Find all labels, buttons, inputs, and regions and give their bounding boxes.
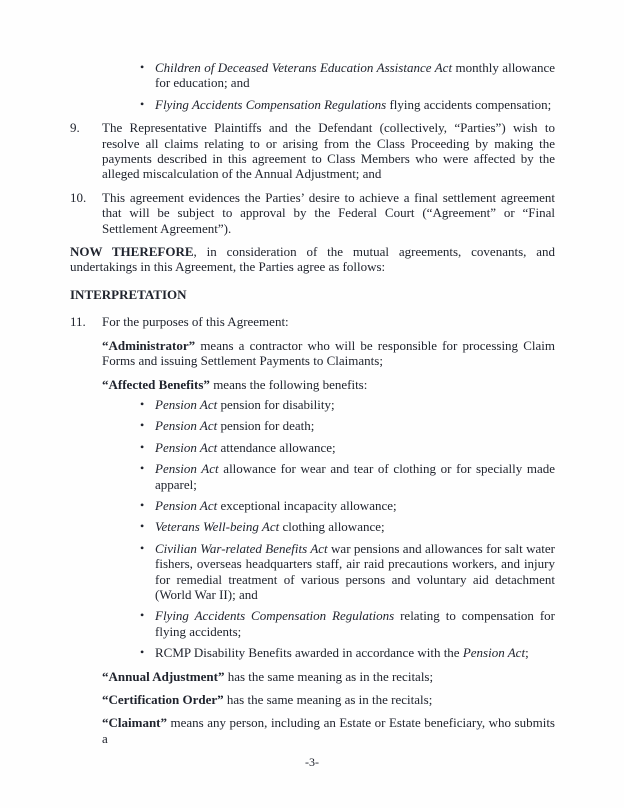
- section-heading-interpretation: INTERPRETATION: [70, 286, 187, 302]
- list-item: [70, 397, 555, 412]
- paragraph-text: This agreement evidences the Parties’ desire to achieve a final settlement agreement that will be subject to approval by the Federal Court (“Agreement” or “Final Settlement Agreement”).: [102, 189, 555, 236]
- definition-text: has the same meaning as in the recitals;: [223, 692, 433, 707]
- numbered-paragraph-9: [70, 120, 555, 182]
- statute-name: Pension Act: [155, 461, 219, 477]
- definition-term: “Affected Benefits”: [102, 376, 210, 392]
- statute-name: Pension Act: [462, 645, 526, 661]
- statute-name: Pension Act: [155, 396, 218, 412]
- list-item-text: Pension Act pension for death;: [155, 418, 315, 434]
- bullet-icon: •: [140, 461, 145, 476]
- definition-text: means a contractor who will be responsible for processing Claim Forms and issuing Settlement Payments to Claimants;: [102, 337, 555, 369]
- paragraph-text: The Representative Plaintiffs and the Defendant (collectively, “Parties”) wish to resolve all claims relating to or arising from the Class Proceeding by making the payments described in this agreement to Class Members who were affected by the alleged miscalculation of the Annual Adjustment; and: [102, 120, 555, 182]
- definition-term: “Claimant”: [102, 715, 167, 731]
- continuation-bullet-list: [70, 60, 555, 112]
- list-item-text: RCMP Disability Benefits awarded in accordance with the Pension Act;: [155, 645, 529, 661]
- bullet-icon: •: [140, 645, 145, 660]
- definition-term: “Annual Adjustment”: [102, 668, 225, 684]
- bullet-icon: •: [140, 540, 145, 555]
- definition-annual-adjustment: [102, 669, 555, 684]
- list-item-text: Pension Act allowance for wear and tear of clothing or for specially made apparel;: [155, 461, 555, 492]
- list-item: [70, 498, 555, 513]
- bullet-icon: •: [140, 439, 145, 454]
- definition-claimant: [102, 715, 555, 746]
- list-item: [70, 608, 555, 639]
- definition-certification-order: [102, 692, 555, 707]
- bullet-icon: •: [140, 497, 145, 512]
- paragraph-number: 10.: [70, 189, 87, 205]
- definition-affected-benefits: [102, 377, 555, 392]
- list-item-text: Pension Act pension for disability;: [155, 396, 335, 412]
- list-item-text: Flying Accidents Compensation Regulations flying accidents compensation;: [155, 96, 552, 112]
- list-item-text: Flying Accidents Compensation Regulations relating to compensation for flying accidents;: [155, 608, 556, 639]
- bullet-icon: •: [140, 418, 145, 433]
- definition-text: means the following benefits:: [209, 376, 368, 392]
- list-item: [70, 461, 555, 492]
- list-item-text: Veterans Well-being Act clothing allowance;: [155, 519, 385, 535]
- paragraph-number: 9.: [70, 120, 80, 136]
- bullet-icon: •: [140, 608, 145, 623]
- definition-administrator: [102, 338, 555, 369]
- paragraph-text: , in consideration of the mutual agreements, covenants, and undertakings in this Agreement, the Parties agree as follows:: [70, 244, 556, 275]
- statute-name: Veterans Well-being Act: [155, 519, 280, 535]
- statute-name: Civilian War-related Benefits Act: [155, 540, 328, 556]
- numbered-paragraph-11: [70, 314, 555, 329]
- paragraph-number: 11.: [70, 314, 86, 330]
- bullet-icon: •: [140, 519, 145, 534]
- statute-name: Flying Accidents Compensation Regulations: [155, 608, 395, 624]
- statute-name: Flying Accidents Compensation Regulations: [155, 96, 387, 112]
- list-item: [70, 519, 555, 534]
- now-therefore-paragraph: [70, 244, 555, 275]
- list-item: [70, 418, 555, 433]
- list-item: [70, 541, 555, 603]
- list-item-text: Civilian War-related Benefits Act war pensions and allowances for salt water fishers, overseas headquarters staff, air raid precautions workers, and injury for remedial treatment of various persons and voluntary aid detachment (World War II); and: [155, 540, 555, 602]
- affected-benefits-bullet-list: [70, 397, 555, 661]
- numbered-paragraph-10: [70, 190, 555, 236]
- definition-text: has the same meaning as in the recitals;: [224, 668, 434, 684]
- list-item-text: Pension Act exceptional incapacity allowance;: [155, 497, 397, 513]
- list-item-text: Pension Act attendance allowance;: [155, 439, 336, 455]
- list-item: [70, 60, 555, 91]
- definition-term: “Certification Order”: [102, 692, 224, 707]
- statute-name: Pension Act: [155, 439, 218, 455]
- definition-text: means any person, including an Estate or Estate beneficiary, who submits a: [102, 715, 555, 746]
- statute-name: Pension Act: [155, 418, 218, 434]
- statute-name: Pension Act: [155, 497, 218, 513]
- now-therefore-lead: NOW THEREFORE: [70, 244, 194, 260]
- statute-name: Children of Deceased Veterans Education Assistance Act: [155, 60, 453, 75]
- paragraph-text: For the purposes of this Agreement:: [102, 314, 289, 330]
- list-item: [70, 645, 555, 660]
- bullet-icon: •: [140, 60, 145, 74]
- list-item: [70, 440, 555, 455]
- page-number: -3-: [305, 754, 319, 769]
- list-item: [70, 97, 555, 112]
- definition-term: “Administrator”: [102, 337, 196, 353]
- bullet-icon: •: [140, 396, 145, 411]
- list-item-text: Children of Deceased Veterans Education Assistance Act monthly allowance for education; and: [155, 60, 555, 91]
- bullet-icon: •: [140, 96, 145, 111]
- page-content: [70, 60, 555, 754]
